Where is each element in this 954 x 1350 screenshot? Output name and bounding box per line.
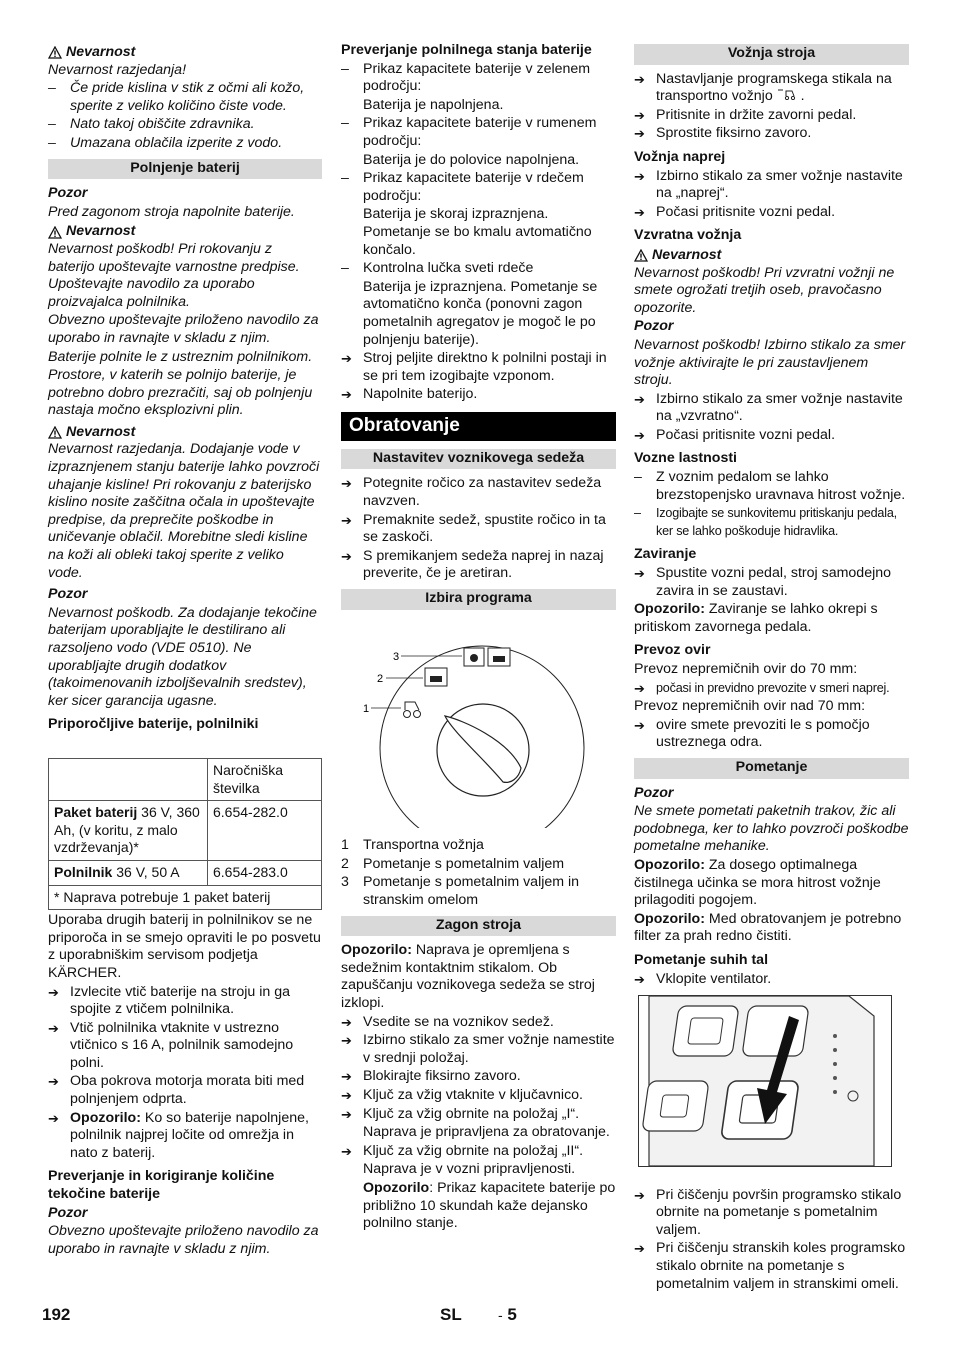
- subheading-check-fluid: Preverjanje in korigiranje količine tekočine baterije: [48, 1168, 275, 1203]
- list-item: ➔ Pri čiščenju površin programsko stikalo obrnite na pometanje s pometalnim valjem.: [634, 1186, 902, 1238]
- warning-heading: Nevarnost: [48, 424, 322, 442]
- list-item: ➔ Ključ za vžig vtaknite v ključavnico.: [341, 1086, 583, 1103]
- list-item: ➔ Nastavljanje programskega stikala na transportno vožnjo .: [634, 70, 892, 105]
- list-item: ➔ Pritisnite in držite zavorni pedal.: [634, 106, 857, 123]
- list-item: ➔ Potegnite ročico za nastavitev sedeža navzven.: [341, 475, 602, 510]
- list-item: ➔ Vtič polnilnika vtaknite v ustrezno vtičnico s 16 A, polnilnik samodejno polni.: [48, 1019, 294, 1071]
- table-cell: Polnilnik 36 V, 50 A: [49, 860, 208, 885]
- table-cell: Paket baterij 36 V, 360 Ah, (v koritu, z malo vzdrževanja)*: [49, 801, 208, 861]
- table-header-order-number: Naročniška številka: [208, 758, 322, 800]
- warning-text: Baterije polnite le z ustreznim polnilnikom.: [48, 348, 313, 365]
- list-item: ➔ ovire smete prevoziti le s pomočjo ustreznega odra.: [634, 716, 870, 751]
- column-right: [634, 42, 909, 1294]
- panel-button: [672, 1006, 739, 1056]
- paragraph: Baterija je do polovice napolnjena.: [363, 151, 580, 168]
- list-item: – Umazana oblačila izperite z vodo.: [48, 134, 283, 151]
- note: Opozorilo: Za dosego optimalnega čistilnega učinka se mora hitrost vožnje prilagoditi pogojem.: [634, 856, 881, 909]
- subheading-reverse: Vzvratna vožnja: [634, 227, 742, 244]
- legend-item: 3 Pometanje s pometalnim valjem in stranskim omelom: [341, 874, 580, 908]
- list-item: – Prikaz kapacitete baterije v zelenem področju:: [341, 60, 591, 95]
- program-selector-figure: [341, 628, 616, 828]
- table-row: [49, 758, 322, 800]
- list-item: ➔ Vklopite ventilator.: [634, 970, 772, 987]
- paragraph: Prevoz nepremičnih ovir nad 70 mm:: [634, 698, 866, 715]
- list-item: ➔ Oba pokrova motorja morata biti med polnjenjem odprta.: [48, 1073, 305, 1108]
- warning-triangle-icon: [48, 226, 62, 239]
- program-icon-sweep-roller: [425, 668, 447, 686]
- list-item: ➔ Počasi pritisnite vozni pedal.: [634, 203, 836, 220]
- list-item: ➔ Opozorilo: Ko so baterije napolnjene, polnilnik najprej ločite od omrežja in nato z baterij.: [48, 1109, 309, 1161]
- note: Opozorilo: Zaviranje se lahko okrepi s pritiskom zavornega pedala.: [634, 601, 878, 635]
- figure-label-1: 1: [363, 702, 370, 715]
- transport-mode-icon: [777, 88, 797, 100]
- panel-button: [642, 1081, 709, 1131]
- section-heading-seat: Nastavitev voznikovega sedeža: [341, 449, 616, 470]
- warning-text: Nevarnost razjedanja. Dodajanje vode v izpraznjenem stanju baterije lahko povzroči uhajanje kisline! Pri rokovanju z baterijsko kislino nosite zaščitna očala in upoštevajte predpise, da preprečite poškodbe in uničevanje oblačil. Morebitne sledi kisline na koži ali obleki takoj sperite z veliko vode.: [48, 441, 320, 581]
- warning-triangle-icon: [48, 46, 62, 59]
- figure-label-2: 2: [377, 672, 384, 685]
- list-item: ➔ Premaknite sedež, spustite ročico in ta se zaskoči.: [341, 511, 606, 546]
- section-heading-driving: Vožnja stroja: [634, 44, 909, 65]
- list-item: ➔ Izbirno stikalo za smer vožnje namestite v srednji položaj.: [341, 1032, 615, 1066]
- paragraph: Baterija je skoraj izpraznjena. Pometanje se bo kmalu avtomatično končalo.: [363, 206, 592, 258]
- section-page-number: - 5: [498, 1305, 517, 1324]
- caution-title: Pozor: [634, 318, 674, 335]
- paragraph: Baterija je izpraznjena. Pometanje se avtomatično konča (ponovni zagon pometalnih agregatov je mogoč le po polnjenju baterije).: [363, 278, 598, 348]
- caution-text: Nevarnost poškodb! Izbirno stikalo za smer vožnje aktivirajte le pri zaustavljenem stroju.: [634, 336, 906, 389]
- list-item: – Prikaz kapacitete baterije v rdečem področju:: [341, 170, 584, 204]
- subheading-recommended: Priporočljive baterije, polnilniki: [48, 716, 259, 733]
- paragraph: Naprava je pripravljena za obratovanje.: [363, 1124, 610, 1141]
- paragraph: Uporaba drugih baterij in polnilnikov se ne priporoča in se smejo opraviti le po posvetu z uporabniškim servisom podjetja KÄRCHER.: [48, 912, 321, 981]
- panel-button: [742, 1006, 809, 1056]
- warning-text: Nevarnost poškodb! Pri rokovanju z baterijo upoštevajte varnostne predpise. Upoštevajte navodilo za uporabo proizvajalca polnilnika.: [48, 240, 300, 310]
- list-item: ➔ Počasi pritisnite vozni pedal.: [634, 426, 836, 443]
- table-note: * Naprava potrebuje 1 paket baterij: [49, 885, 322, 910]
- paragraph: Prevoz nepremičnih ovir do 70 mm:: [634, 661, 858, 677]
- column-left: [48, 42, 322, 1259]
- control-panel-figure: [638, 995, 892, 1167]
- subheading-dry-sweeping: Pometanje suhih tal: [634, 951, 769, 968]
- list-item: ➔ Izbirno stikalo za smer vožnje nastavite na „naprej“.: [634, 167, 903, 202]
- note: Opozorilo: Prikaz kapacitete baterije po približno 10 skundah kaže dejansko polnilno stanje.: [363, 1179, 616, 1232]
- list-item: – Z voznim pedalom se lahko brezstopenjsko uravnava hitrost vožnje.: [634, 469, 906, 503]
- section-heading-charging: Polnjenje baterij: [48, 159, 322, 180]
- list-item: ➔ Blokirajte fiksirno zavoro.: [341, 1068, 521, 1085]
- table-row: [49, 801, 322, 861]
- list-item: – Izogibajte se sunkovitemu pritiskanju pedala, ker se lahko poškoduje hidravlika.: [634, 506, 897, 538]
- section-title-operation: Obratovanje: [341, 412, 616, 441]
- caution-text: Ne smete pometati paketnih trakov, žic ali podobnega, ker to lahko povzroči poškodbe pometalne mehanike.: [634, 803, 909, 855]
- warning-triangle-icon: [48, 426, 62, 439]
- subheading-check-state: Preverjanje polnilnega stanja baterije: [341, 42, 592, 58]
- list-item: – Če pride kislina v stik z očmi ali kožo, sperite z veliko količino čiste vode.: [48, 80, 305, 114]
- caution-text: Pred zagonom stroja napolnite baterije.: [48, 203, 295, 220]
- section-heading-start: Zagon stroja: [341, 916, 616, 937]
- warning-text: Nevarnost poškodb! Pri vzvratni vožnji ne smete ogrožati tretjih oseb, pravočasno opozorite.: [634, 264, 895, 316]
- list-item: – Kontrolna lučka sveti rdeče: [341, 260, 534, 277]
- list-item: ➔ Napolnite baterijo.: [341, 386, 478, 403]
- legend-item: 2 Pometanje s pometalnim valjem: [341, 855, 565, 872]
- caution-text: Obvezno upoštevajte priloženo navodilo za uporabo in ravnajte v skladu z njim.: [48, 1223, 319, 1257]
- list-item: ➔ Stroj peljite direktno k polnilni postaji in se pri tem izogibajte vzponom.: [341, 350, 607, 384]
- caution-title: Pozor: [48, 586, 88, 603]
- note: Opozorilo: Naprava je opremljena s sedežnim kontaktnim stikalom. Ob zapuščanju voznikovega sedeža se stroj izklopi.: [341, 942, 595, 1011]
- list-item: ➔ Pri čiščenju stranskih koles programsko stikalo obrnite na pometanje s pometalnim valjem in stranskimi omeli.: [634, 1240, 906, 1292]
- list-item: – Prikaz kapacitete baterije v rumenem področju:: [341, 115, 597, 149]
- list-item: ➔ Vsedite se na voznikov sedež.: [341, 1013, 554, 1030]
- section-heading-program: Izbira programa: [341, 589, 616, 610]
- paragraph: Baterija je napolnjena.: [363, 96, 504, 113]
- legend-item: 1 Transportna vožnja: [341, 837, 484, 854]
- warning-heading: Nevarnost: [634, 247, 909, 265]
- table-cell: 6.654-282.0: [208, 801, 322, 861]
- list-item: ➔ S premikanjem sedeža naprej in nazaj preverite, če je aretiran.: [341, 547, 604, 582]
- subheading-forward: Vožnja naprej: [634, 148, 726, 165]
- warning-text: Obvezno upoštevajte priloženo navodilo za uporabo in ravnajte v skladu z njim.: [48, 312, 319, 346]
- table-row: [49, 885, 322, 910]
- list-item: ➔ Izvlecite vtič baterije na stroju in ga spojite z vtičem polnilnika.: [48, 983, 291, 1018]
- section-heading-sweeping: Pometanje: [634, 758, 909, 779]
- subheading-braking: Zaviranje: [634, 546, 697, 563]
- list-item: – Nato takoj obiščite zdravnika.: [48, 116, 255, 133]
- page-number: 192: [42, 1305, 71, 1324]
- list-item: ➔ Ključ za vžig obrnite na položaj „I“.: [341, 1105, 580, 1122]
- language-code: SL: [440, 1305, 462, 1324]
- subheading-obstacles: Prevoz ovir: [634, 642, 711, 659]
- note: Opozorilo: Med obratovanjem je potrebno filter za prah redno čistiti.: [634, 910, 902, 945]
- warning-text: Prostore, v katerih se polnijo baterije, je potrebno dobro prezračiti, saj ob polnjenju nastaja močno eksplozivni plin.: [48, 367, 313, 419]
- caution-text: Nevarnost poškodb. Za dodajanje tekočine baterijam uporabljajte le destilirano ali razsoljeno vodo (VDE 0510). Ne uporabljajte drugih dodatkov (takoimenovanih izboljševalnih sredstev), ker sicer garancija ugasne.: [48, 604, 317, 709]
- battery-table: [48, 758, 322, 910]
- column-middle: [341, 42, 616, 1234]
- list-item: ➔ počasi in previdno prevozite v smeri naprej.: [634, 680, 890, 696]
- table-cell: 6.654-283.0: [208, 860, 322, 885]
- list-item: ➔ Izbirno stikalo za smer vožnje nastavite na „vzvratno“.: [634, 390, 903, 425]
- table-row: [49, 860, 322, 885]
- warning-title: Nevarnost: [66, 44, 136, 60]
- selector-knob: [437, 704, 529, 796]
- warning-heading: [48, 44, 322, 62]
- list-item: ➔ Ključ za vžig obrnite na položaj „II“.: [341, 1142, 584, 1159]
- subheading-driving-properties: Vozne lastnosti: [634, 450, 738, 467]
- warning-heading: Nevarnost: [48, 223, 322, 241]
- caution-title: Pozor: [48, 1204, 88, 1221]
- caution-title: Pozor: [48, 185, 88, 202]
- list-item: ➔ Spustite vozni pedal, stroj samodejno zavira in se zaustavi.: [634, 565, 892, 599]
- list-item: ➔ Sprostite fiksirno zavoro.: [634, 125, 812, 142]
- warning-text: Nevarnost razjedanja!: [48, 61, 187, 78]
- warning-triangle-icon: [634, 249, 648, 262]
- paragraph: Naprava je v vozni pripravljenosti.: [363, 1161, 576, 1178]
- caution-title: Pozor: [634, 784, 674, 801]
- figure-label-3: 3: [393, 650, 400, 663]
